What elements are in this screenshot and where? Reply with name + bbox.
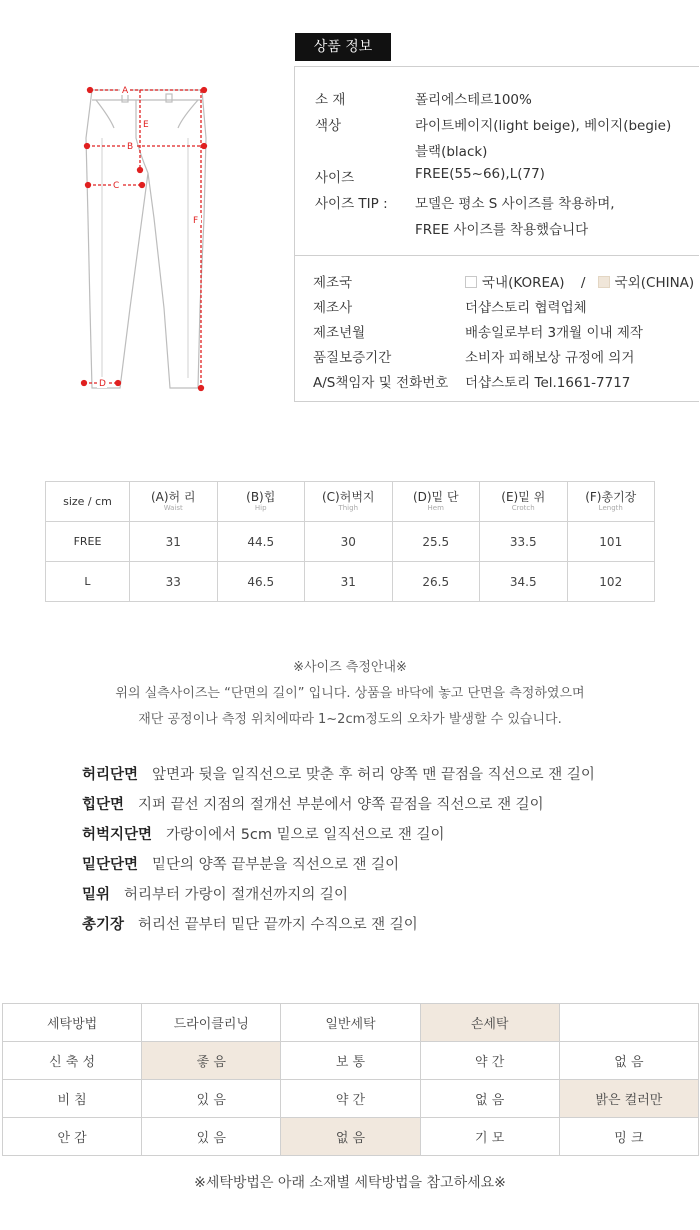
definition-desc: 허리부터 가랑이 절개선까지의 길이	[124, 887, 348, 903]
care-cell: 있 음	[142, 1118, 281, 1156]
care-cell: 밍 크	[559, 1118, 698, 1156]
table-cell: 46.5	[217, 562, 305, 602]
col-header-sub: Waist	[163, 504, 183, 512]
material-value: 폴리에스테르100%	[415, 92, 532, 108]
care-table	[2, 1003, 699, 1156]
table-row	[46, 562, 655, 602]
color-value-2: 블랙(black)	[415, 144, 488, 160]
definition-item	[82, 793, 595, 823]
care-cell: 없 음	[559, 1042, 698, 1080]
col-header-sub: Length	[598, 504, 623, 512]
table-cell: 26.5	[392, 562, 480, 602]
definition-desc: 가랑이에서 5cm 밑으로 일직선으로 잰 길이	[166, 827, 445, 843]
measure-notes-line-1: 위의 실측사이즈는 “단면의 길이” 입니다. 상품을 바닥에 놓고 단면을 측정하였으며	[115, 686, 585, 701]
mfg-date-value: 배송일로부터 3개월 이내 제작	[465, 325, 643, 341]
warranty-label: 품질보증기간	[313, 350, 392, 366]
row-size-label: L	[46, 562, 130, 602]
mfg-date-label: 제조년월	[313, 325, 366, 341]
size-value: FREE(55~66),L(77)	[415, 166, 545, 182]
as-label: A/S책임자 및 전화번호	[313, 375, 449, 391]
table-cell: 31	[305, 562, 393, 602]
table-cell: 102	[567, 562, 655, 602]
table-cell: 34.5	[480, 562, 568, 602]
label-D: D	[99, 379, 106, 389]
table-row	[3, 1042, 699, 1080]
care-cell: 세탁방법	[3, 1004, 142, 1042]
definition-term: 허벅지단면	[82, 827, 153, 843]
care-cell-selected: 없 음	[281, 1118, 420, 1156]
col-header-main: (A)허 리	[150, 490, 196, 504]
col-header-main: (D)밑 단	[412, 490, 459, 504]
care-cell: 없 음	[420, 1080, 559, 1118]
care-cell-selected: 손세탁	[420, 1004, 559, 1042]
origin-separator: /	[580, 275, 586, 291]
definition-item	[82, 763, 595, 793]
color-label: 색상	[315, 118, 342, 134]
care-cell: 약 간	[420, 1042, 559, 1080]
table-cell: 31	[130, 522, 218, 562]
table-cell: 33	[130, 562, 218, 602]
care-cell-selected: 밝은 컬러만	[559, 1080, 698, 1118]
definition-term: 힙단면	[82, 797, 125, 813]
definition-item	[82, 913, 595, 943]
product-info-box	[294, 66, 699, 402]
label-A: A	[122, 86, 129, 96]
size-label: 사이즈	[315, 170, 355, 186]
table-row	[3, 1118, 699, 1156]
definition-desc: 허리선 끝부터 밑단 끝까지 수직으로 잰 길이	[138, 917, 418, 933]
care-cell: 신 축 성	[3, 1042, 142, 1080]
care-cell	[559, 1004, 698, 1042]
size-table-corner: size / cm	[46, 482, 130, 522]
care-cell: 일반세탁	[281, 1004, 420, 1042]
definition-term: 허리단면	[82, 767, 139, 783]
size-table	[45, 481, 655, 602]
col-header-sub: Thigh	[338, 504, 359, 512]
as-value: 더샵스토리 Tel.1661-7717	[465, 375, 631, 391]
definition-term: 밑위	[82, 887, 111, 903]
table-cell: 44.5	[217, 522, 305, 562]
size-tip-value-2: FREE 사이즈를 착용했습니다	[415, 222, 589, 238]
definition-desc: 앞면과 뒷을 일직선으로 맞춘 후 허리 양쪽 맨 끝점을 직선으로 잰 길이	[152, 767, 595, 783]
care-cell: 드라이클리닝	[142, 1004, 281, 1042]
col-header-main: (F)총기장	[585, 490, 637, 504]
measurement-definitions	[82, 763, 595, 943]
label-F: F	[193, 216, 199, 226]
info-divider	[295, 255, 699, 256]
definition-item	[82, 883, 595, 913]
size-table-header	[46, 482, 655, 522]
measure-notes-title: ※사이즈 측정안내※	[293, 660, 407, 675]
col-header-main: (C)허벅지	[321, 490, 375, 504]
definition-item	[82, 823, 595, 853]
pants-measurement-diagram	[70, 78, 220, 398]
maker-label: 제조사	[313, 300, 353, 316]
care-cell: 약 간	[281, 1080, 420, 1118]
table-row	[3, 1004, 699, 1042]
warranty-value: 소비자 피해보상 규정에 의거	[465, 350, 635, 366]
label-E: E	[143, 120, 149, 130]
definition-desc: 밑단의 양쪽 끝부분을 직선으로 잰 길이	[152, 857, 400, 873]
col-header-sub: Crotch	[511, 504, 535, 512]
care-cell: 안 감	[3, 1118, 142, 1156]
definition-item	[82, 853, 595, 883]
table-cell: 33.5	[480, 522, 568, 562]
table-row	[46, 522, 655, 562]
definition-term: 총기장	[82, 917, 125, 933]
label-C: C	[113, 181, 120, 191]
care-cell: 비 침	[3, 1080, 142, 1118]
product-info-tab: 상품 정보	[295, 33, 391, 61]
measure-notes-line-2: 재단 공정이나 측정 위치에따라 1~2cm정도의 오차가 발생할 수 있습니다.	[138, 712, 562, 727]
care-cell: 보 통	[281, 1042, 420, 1080]
size-tip-value-1: 모델은 평소 S 사이즈를 착용하며,	[415, 196, 615, 212]
col-header-sub: Hem	[427, 504, 444, 512]
color-value-1: 라이트베이지(light beige), 베이지(begie)	[415, 118, 672, 134]
col-header-waist	[130, 482, 218, 522]
label-B: B	[127, 142, 134, 152]
table-cell: 25.5	[392, 522, 480, 562]
col-header-hem	[392, 482, 480, 522]
size-tip-label: 사이즈 TIP :	[315, 196, 388, 212]
material-label: 소 재	[315, 92, 346, 108]
checkbox-domestic	[465, 276, 477, 288]
care-cell-selected: 좋 음	[142, 1042, 281, 1080]
origin-foreign: 국외(CHINA)	[614, 275, 695, 291]
col-header-crotch	[480, 482, 568, 522]
maker-value: 더샵스토리 협력업체	[465, 300, 587, 316]
row-size-label: FREE	[46, 522, 130, 562]
col-header-main: (E)밑 위	[501, 490, 546, 504]
col-header-length	[567, 482, 655, 522]
care-cell: 기 모	[420, 1118, 559, 1156]
table-cell: 101	[567, 522, 655, 562]
col-header-hip	[217, 482, 305, 522]
care-footnote: ※세탁방법은 아래 소재별 세탁방법을 참고하세요※	[194, 1175, 506, 1191]
col-header-main: (B)힙	[246, 490, 276, 504]
col-header-sub: Hip	[254, 504, 267, 512]
table-row	[3, 1080, 699, 1118]
checkbox-foreign	[598, 276, 610, 288]
origin-label: 제조국	[313, 275, 353, 291]
col-header-thigh	[305, 482, 393, 522]
care-cell: 있 음	[142, 1080, 281, 1118]
table-cell: 30	[305, 522, 393, 562]
origin-options	[465, 271, 694, 291]
definition-term: 밑단단면	[82, 857, 139, 873]
origin-domestic: 국내(KOREA)	[482, 275, 565, 291]
definition-desc: 지퍼 끝선 지점의 절개선 부분에서 양쪽 끝점을 직선으로 잰 길이	[138, 797, 544, 813]
